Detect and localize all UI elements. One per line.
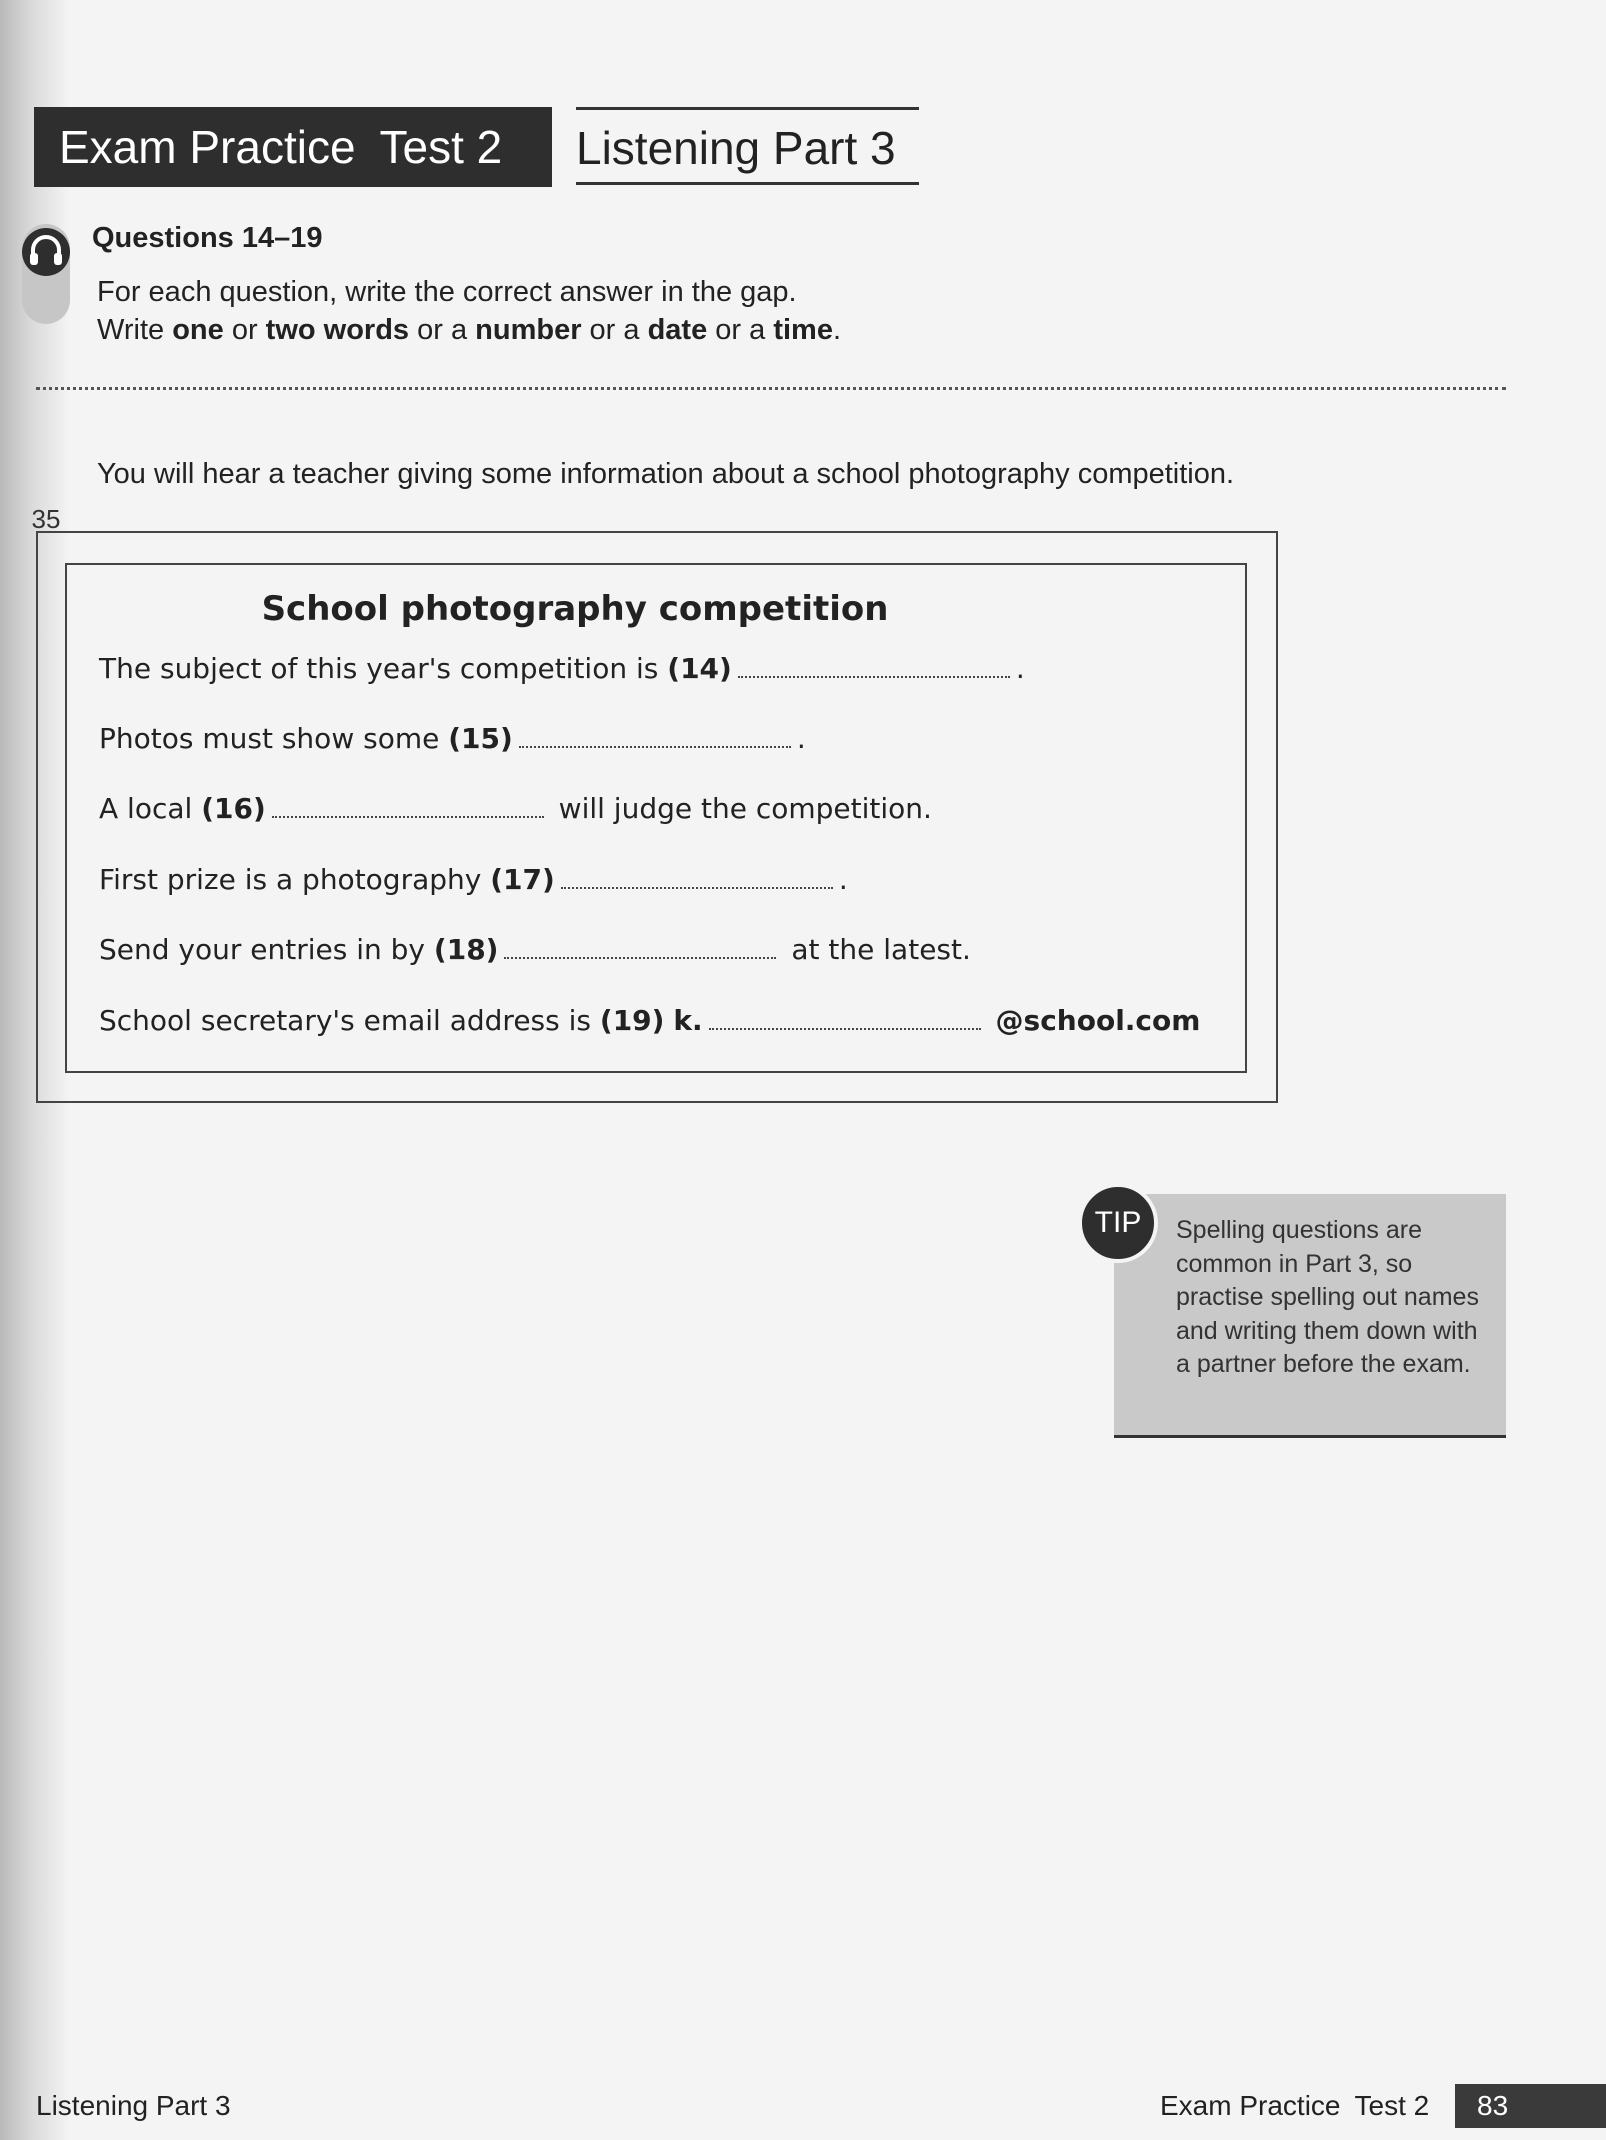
instruction-line-1: For each question, write the correct answer in the gap. [97,276,797,308]
gap-line-15: Photos must show some (15) . [99,722,806,755]
footer-test: Exam Practice Test 2 [1160,2090,1430,2121]
answer-gap-15[interactable] [519,740,791,748]
answer-gap-16[interactable] [272,810,544,818]
footer-part: Listening Part 3 [36,2090,231,2121]
test-heading [34,107,552,187]
test-label: Test 2 [379,121,503,173]
instruction-line-2: Write one or two words or a number or a date or a time. [97,314,842,346]
gap-line-18: Send your entries in by (18) at the latest. [99,933,971,966]
answer-gap-19[interactable] [709,1022,981,1030]
track-number: 35 [31,504,61,534]
task-intro: You will hear a teacher giving some information about a school photography competition. [97,458,1235,490]
headphones-icon [22,224,70,280]
audio-track-badge [22,224,70,534]
gap-line-16: A local (16) will judge the competition. [99,792,932,825]
gap-line-19: School secretary's email address is (19) k. @school.com [99,1004,1201,1037]
answer-gap-17[interactable] [561,881,833,889]
questions-title: Questions 14–19 [92,222,323,254]
section-label: Exam Practice [59,121,356,173]
gap-line-14: The subject of this year's competition is (14) . [99,652,1025,685]
gap-line-17: First prize is a photography (17) . [99,863,848,896]
notes-title: School photography competition [261,589,889,629]
part-heading: Listening Part 3 [576,107,919,185]
answer-gap-18[interactable] [504,951,776,959]
answer-gap-14[interactable] [738,670,1010,678]
dotted-divider [36,387,1506,390]
tip-badge: TIP [1078,1183,1158,1263]
tip-text: Spelling questions are common in Part 3, so practise spelling out names and writing them down with a partner before the exam. [1176,1216,1479,1378]
page-number: 83 [1455,2084,1606,2128]
